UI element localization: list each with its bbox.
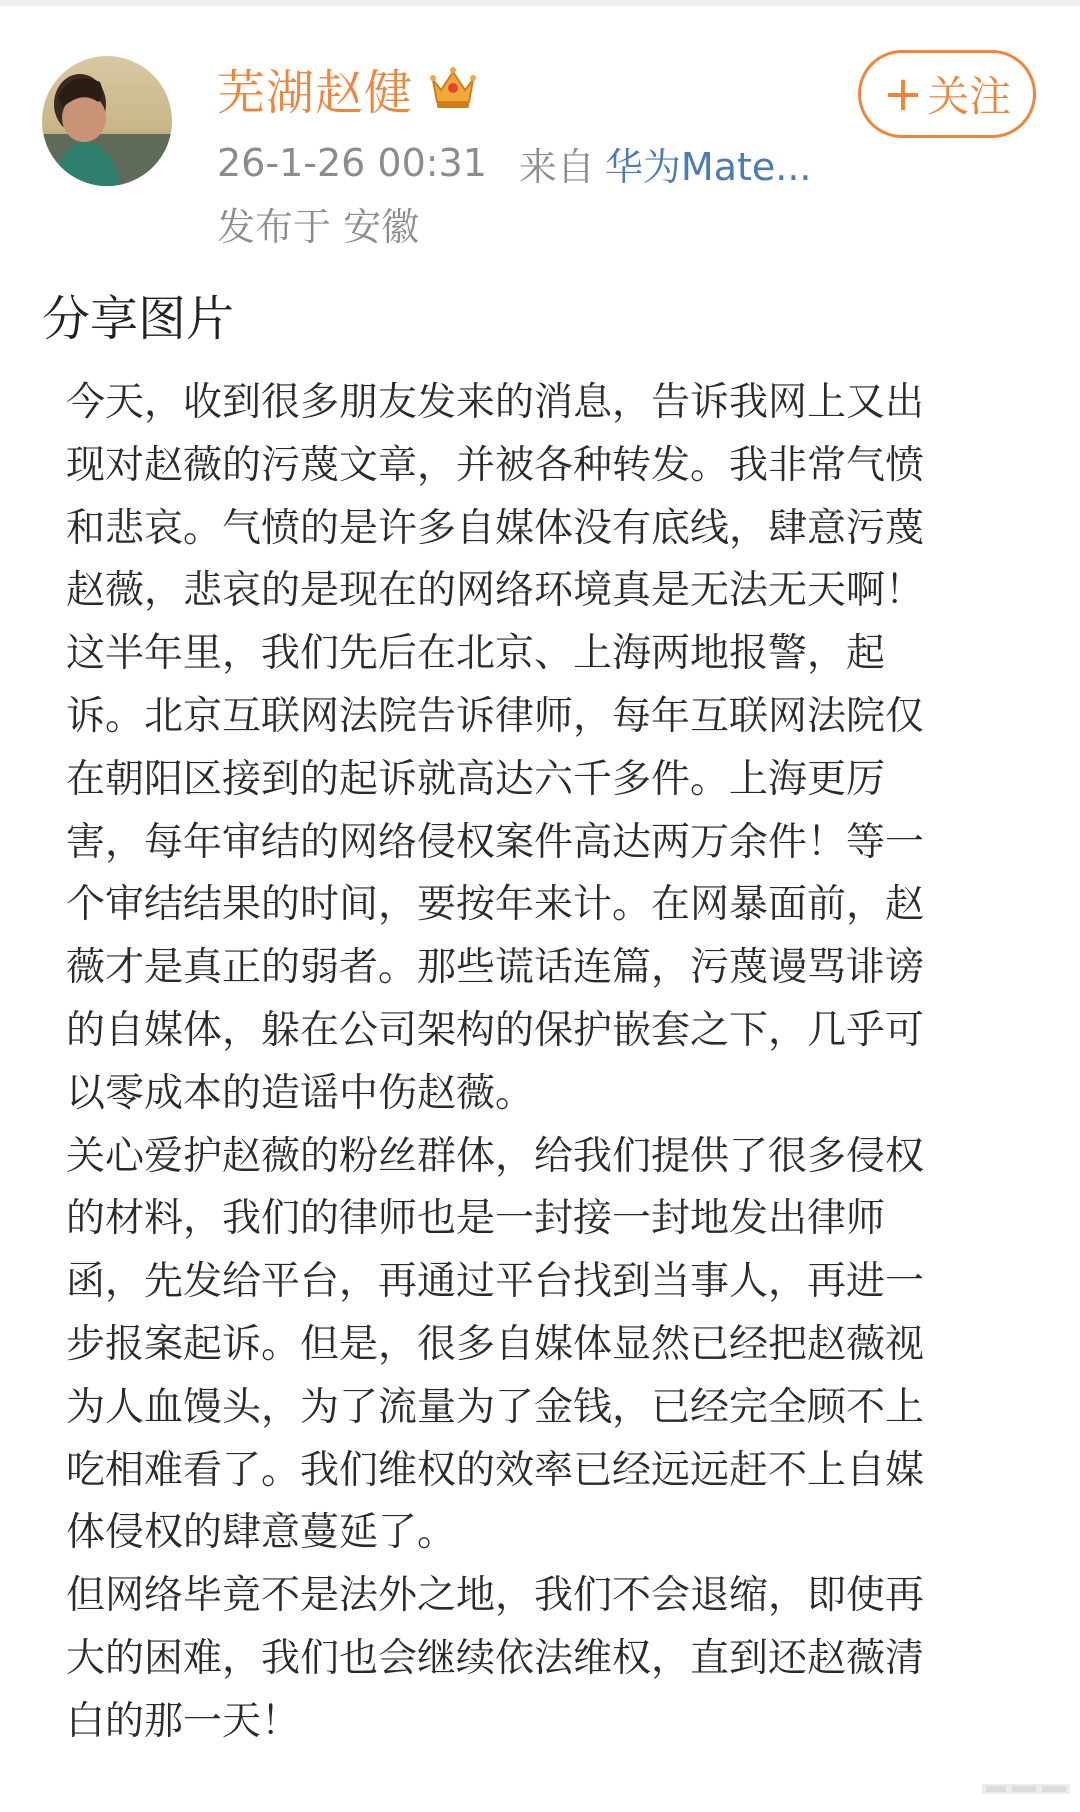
post-location xyxy=(217,198,419,248)
article-line: 以零成本的造谣中伤赵薇。 xyxy=(66,1070,535,1116)
article-line: 今天，收到很多朋友发来的消息，告诉我网上又出 xyxy=(66,380,925,425)
article-line: 关心爱护赵薇的粉丝群体，给我们提供了很多侵权 xyxy=(66,1133,925,1179)
article-line: 薇才是真正的弱者。那些谎话连篇，污蔑谩骂诽谤 xyxy=(66,945,925,991)
source-label: 来自 xyxy=(518,144,595,189)
top-divider xyxy=(0,0,1080,6)
article-line: 这半年里，我们先后在北京、上海两地报警，起 xyxy=(66,631,886,677)
article-line: 诉。北京互联网法院告诉律师，每年互联网法院仅 xyxy=(66,693,925,739)
article-line: 个审结结果的时间，要按年来计。在网暴面前，赵 xyxy=(66,882,925,928)
post-title: 分享图片 xyxy=(42,291,235,347)
follow-button[interactable] xyxy=(858,50,1036,138)
post-timestamp: 26-1-26 00:31 xyxy=(217,141,487,185)
article-line: 为人血馒头，为了流量为了金钱，已经完全顾不上 xyxy=(66,1384,925,1430)
article-line: 但网络毕竟不是法外之地，我们不会退缩，即使再 xyxy=(66,1573,925,1619)
article-line: 步报案起诉。但是，很多自媒体显然已经把赵薇视 xyxy=(66,1321,925,1367)
article-line: 白的那一天！ xyxy=(66,1698,301,1744)
article-line: 大的困难，我们也会继续依法维权，直到还赵薇清 xyxy=(66,1635,925,1681)
device-link[interactable]: 华为Mate... xyxy=(604,144,812,189)
image-watermark xyxy=(982,1778,1072,1800)
article-line: 赵薇，悲哀的是现在的网络环境真是无法无天啊！ xyxy=(66,568,925,614)
article-line: 吃相难看了。我们维权的效率已经远远赶不上自媒 xyxy=(66,1447,925,1493)
plus-icon: + xyxy=(882,66,924,122)
article-line: 体侵权的肆意蔓延了。 xyxy=(66,1510,457,1556)
avatar-photo xyxy=(42,56,172,186)
username[interactable]: 芜湖赵健 xyxy=(217,64,414,121)
vip-crown-icon[interactable] xyxy=(427,64,479,112)
article-line: 的自媒体，躲在公司架构的保护嵌套之下，几乎可 xyxy=(66,1007,925,1053)
avatar[interactable] xyxy=(42,56,172,186)
location-text: 发布于 安徽 xyxy=(217,204,420,249)
article-line: 现对赵薇的污蔑文章，并被各种转发。我非常气愤 xyxy=(66,442,925,488)
article-line: 在朝阳区接到的起诉就高达六千多件。上海更厉 xyxy=(66,756,886,802)
post-meta xyxy=(217,138,812,188)
article-line: 的材料，我们的律师也是一封接一封地发出律师 xyxy=(66,1196,886,1242)
article-line: 和悲哀。气愤的是许多自媒体没有底线，肆意污蔑 xyxy=(66,505,925,551)
follow-label: 关注 xyxy=(927,72,1012,121)
article-line: 害，每年审结的网络侵权案件高达两万余件！等一 xyxy=(66,819,925,865)
username-row xyxy=(217,58,479,121)
article-text xyxy=(66,372,1006,1754)
article-line: 函，先发给平台，再通过平台找到当事人，再进一 xyxy=(66,1259,925,1305)
